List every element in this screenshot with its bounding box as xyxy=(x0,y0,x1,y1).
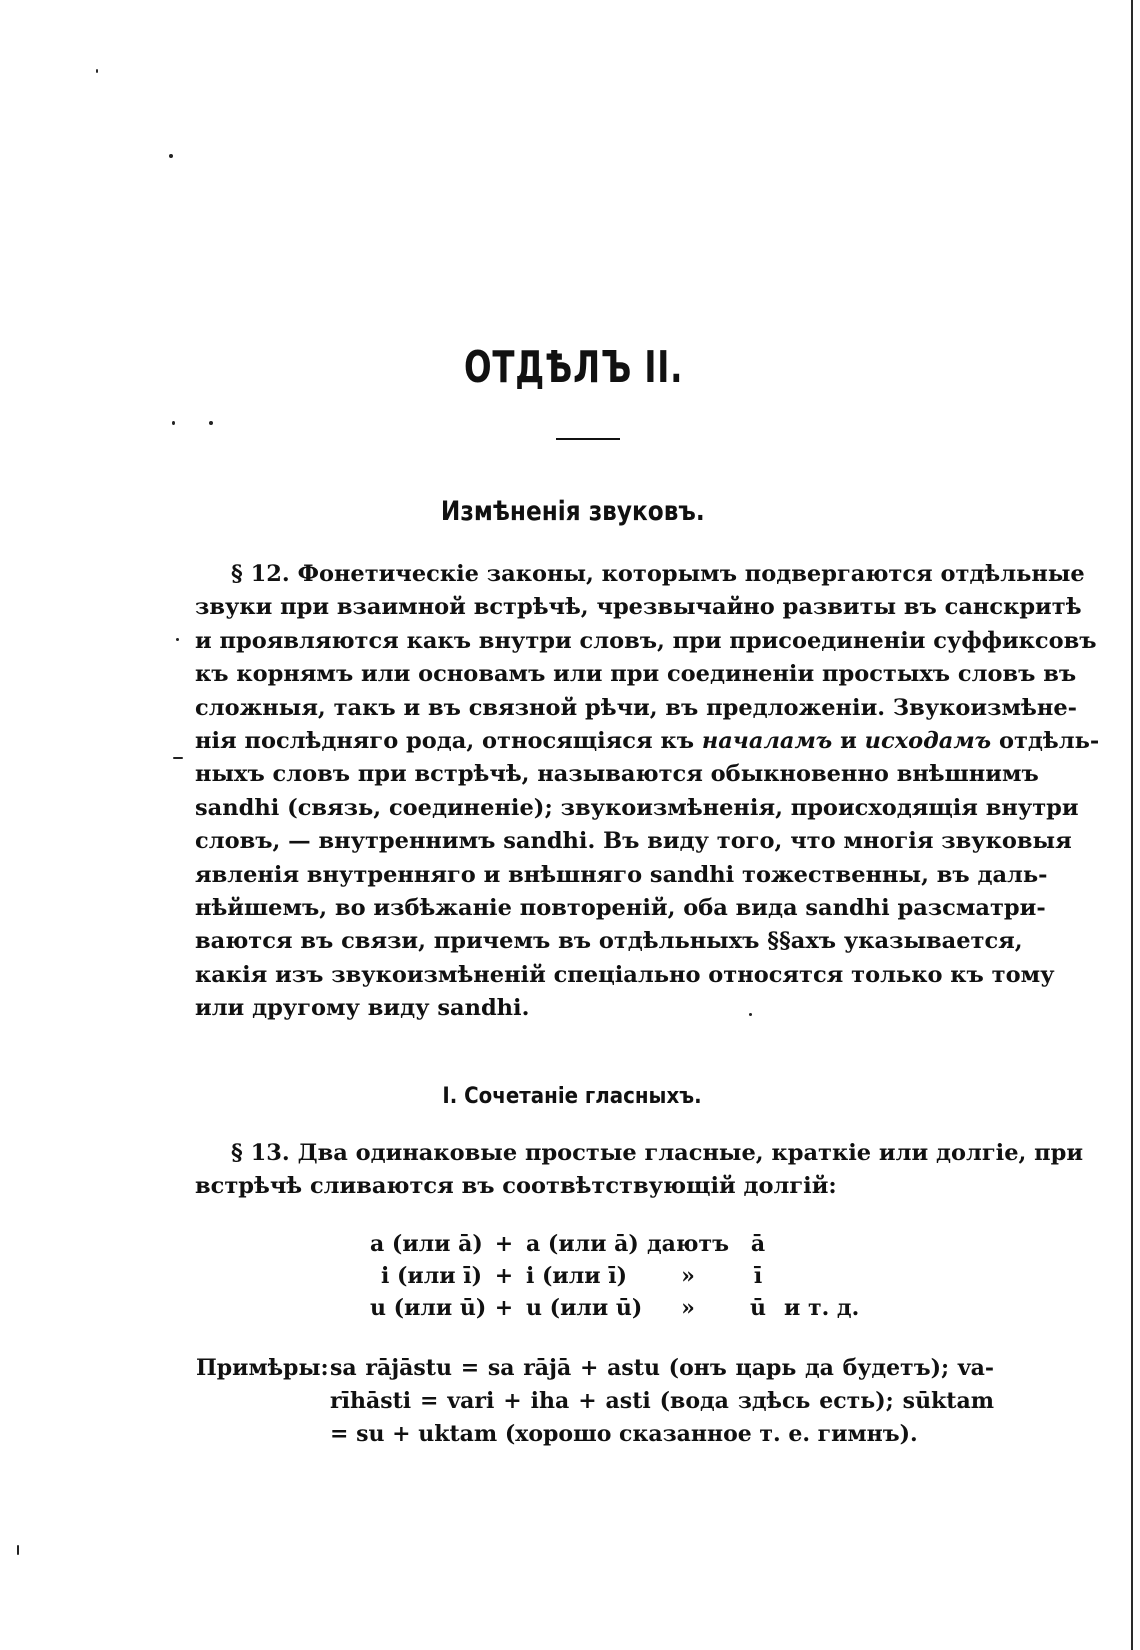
paragraph-12 xyxy=(195,558,1100,1026)
paragraph-line xyxy=(195,725,1100,758)
scan-speck xyxy=(209,421,213,425)
paragraph-line: и проявляются какъ внутри словъ, при присоединеніи суффиксовъ xyxy=(195,627,1097,654)
paragraph-line: или другому виду sandhi. xyxy=(195,995,530,1022)
paragraph-line: явленія внутренняго и внѣшняго sandhi тожественны, въ даль- xyxy=(195,861,1048,888)
paragraph-line: ваются въ связи, причемъ въ отдѣльныхъ §§ахъ указывается, xyxy=(195,928,1023,955)
formula-row xyxy=(370,1260,859,1292)
formula-result: ā xyxy=(750,1231,766,1257)
scan-speck xyxy=(17,1545,19,1555)
formula-row xyxy=(370,1228,859,1260)
paragraph-line xyxy=(195,558,1085,591)
paragraph-13 xyxy=(195,1137,1084,1204)
section-title: ОТДѢЛЪ II. xyxy=(463,342,684,393)
paragraph-line: словъ, — внутреннимъ sandhi. Въ виду того, что многія звуковыя xyxy=(195,828,1072,855)
formula-verb: » xyxy=(681,1263,695,1289)
paragraph-line: къ корнямъ или основамъ или при соединеніи простыхъ словъ въ xyxy=(195,661,1077,688)
paragraph-line: сложныя, такъ и въ связной рѣчи, въ предложеніи. Звукоизмѣне- xyxy=(195,694,1077,721)
section-mark: § 13. xyxy=(231,1140,290,1166)
example-line: = su + uktam (хорошо сказанное т. е. гимнъ). xyxy=(330,1421,918,1447)
formula-verb: » xyxy=(681,1295,695,1321)
chapter-title: Измѣненія звуковъ. xyxy=(440,496,705,527)
paragraph-line: sandhi (связь, соединеніе); звукоизмѣненія, происходящія внутри xyxy=(195,794,1079,821)
formula-right: i (или ī) xyxy=(526,1263,627,1289)
paragraph-text: нія послѣдняго рода, относящіяся къ xyxy=(195,728,694,755)
paragraph-line: встрѣчѣ сливаются въ соотвѣтствующій долгій: xyxy=(195,1173,837,1200)
paragraph-line xyxy=(195,1137,1084,1170)
plus-sign: + xyxy=(494,1295,514,1321)
formula-right: u (или ū) xyxy=(526,1295,643,1321)
italic-term: исходамъ xyxy=(864,728,992,755)
title-divider xyxy=(556,438,620,440)
examples-body xyxy=(330,1352,994,1451)
scan-speck xyxy=(169,154,173,158)
example-line: rīhāsti = vari + iha + asti (вода здѣсь есть); sūktam xyxy=(330,1388,994,1414)
plus-sign: + xyxy=(494,1263,514,1289)
paragraph-line: какія изъ звукоизмѣненій спеціально относятся только къ тому xyxy=(195,961,1055,988)
paragraph-text: Фонетическіе законы, которымъ подвергаются отдѣльные xyxy=(297,561,1085,587)
examples-label: Примѣры: xyxy=(196,1355,329,1381)
formula-result: ū xyxy=(750,1295,766,1321)
scan-speck xyxy=(176,638,179,641)
formula-left: i (или ī) xyxy=(381,1263,482,1289)
scan-speck xyxy=(96,69,98,73)
example-line: sa rājāstu = sa rājā + astu (онъ царь да будетъ); va- xyxy=(330,1355,994,1381)
paragraph-text: отдѣль- xyxy=(998,728,1100,755)
formula-tail: и т. д. xyxy=(784,1295,860,1321)
formula-left: a (или ā) xyxy=(370,1231,483,1257)
formula-right: a (или ā) xyxy=(526,1231,639,1257)
scan-speck xyxy=(172,421,175,425)
paragraph-line: звуки при взаимной встрѣчѣ, чрезвычайно развиты въ санскритѣ xyxy=(195,594,1082,621)
paragraph-line: ныхъ словъ при встрѣчѣ, называются обыкновенно внѣшнимъ xyxy=(195,761,1039,788)
formula-result: ī xyxy=(753,1263,763,1289)
page-edge-rule xyxy=(1131,0,1133,1650)
italic-term: началамъ xyxy=(701,728,833,755)
section-mark: § 12. xyxy=(231,561,290,587)
paragraph-text: Два одинаковые простые гласные, краткіе или долгіе, при xyxy=(297,1140,1084,1166)
paragraph-text: и xyxy=(840,728,857,755)
scan-speck xyxy=(173,757,183,759)
plus-sign: + xyxy=(494,1231,514,1257)
subsection-title: I. Сочетаніе гласныхъ. xyxy=(442,1084,702,1109)
paragraph-line: нѣйшемъ, во избѣжаніе повтореній, оба вида sandhi разсматри- xyxy=(195,895,1046,922)
formula-tail xyxy=(778,1260,784,1292)
formula-tail xyxy=(778,1228,784,1260)
formula-row xyxy=(370,1292,859,1324)
formula-verb: даютъ xyxy=(647,1231,729,1257)
vowel-fusion-table xyxy=(370,1228,859,1324)
formula-left: u (или ū) xyxy=(370,1295,487,1321)
